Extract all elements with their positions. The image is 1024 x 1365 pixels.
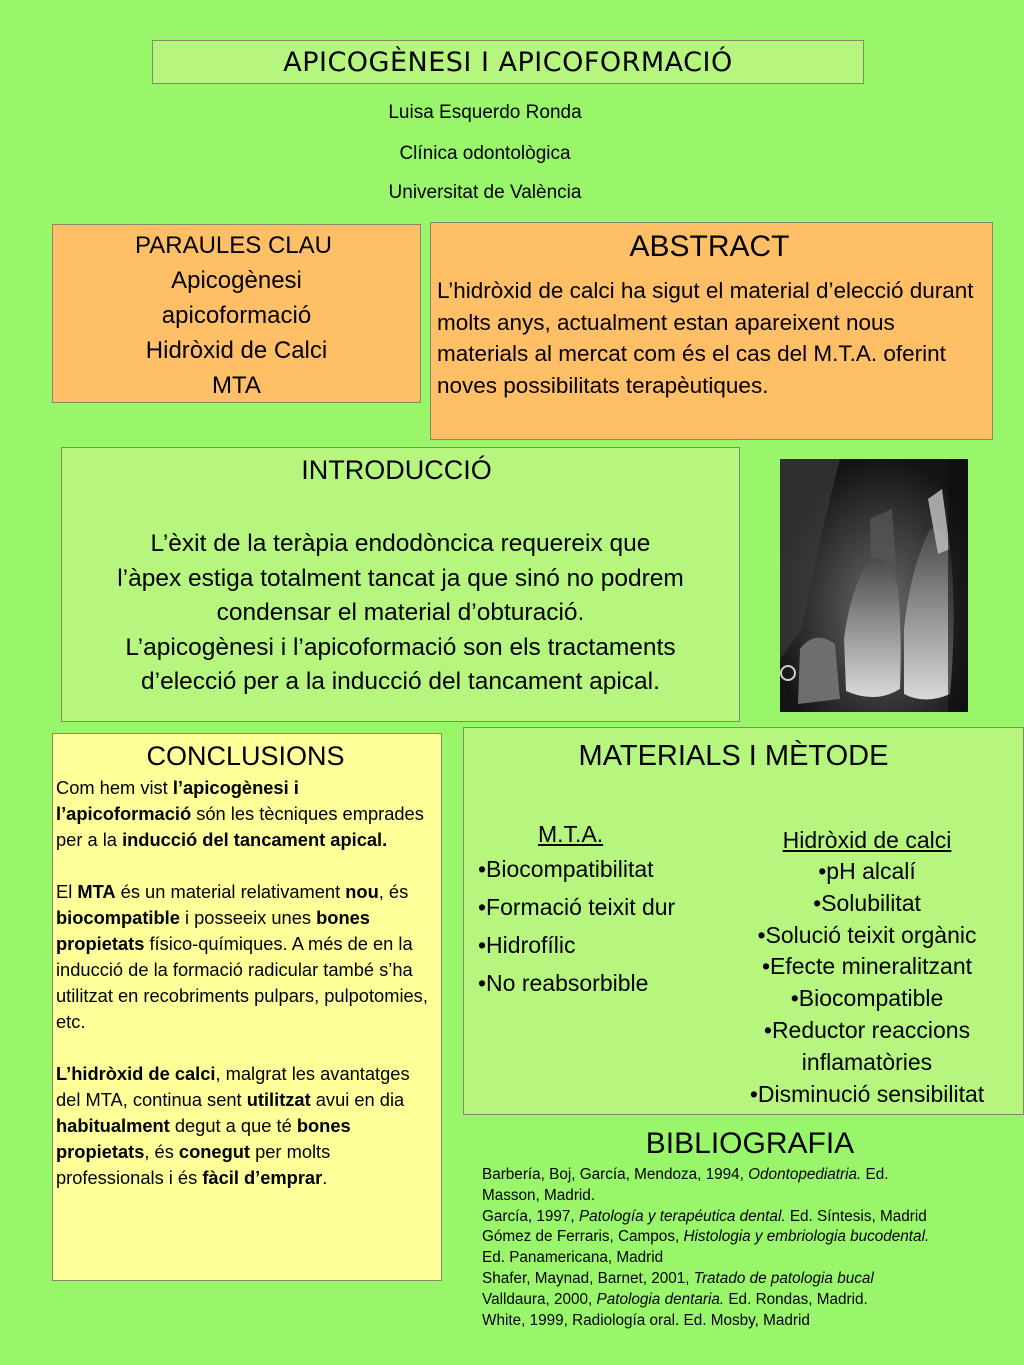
calci-item: •Reductor reaccions — [763, 1016, 971, 1043]
mta-column — [478, 818, 728, 1002]
calci-title: Hidròxid de calci — [782, 827, 952, 853]
conclusions-paragraph-1: Com hem vist l’apicogènesi i l’apicoformació són les tècniques emprades per a la inducció del tancament apical. — [56, 777, 424, 850]
abstract-text: L’hidròxid de calci ha sigut el material d’elecció durant molts anys, actualment estan apareixent nous materials al mercat com és el cas del M.T.A. oferint noves possibilitats terapèutiques. — [437, 278, 974, 398]
introduction-line: L’èxit de la teràpia endodòncica requereix que — [150, 530, 651, 557]
keyword-item: apicoformació — [161, 302, 312, 329]
conclusions-title: CONCLUSIONS — [146, 741, 345, 771]
conclusions-section — [52, 733, 442, 1281]
bibliography-entry: Shafer, Maynad, Barnet, 2001, Tratado de patologia bucal — [482, 1269, 874, 1287]
conclusions-paragraph-2: El MTA és un material relativament nou, és biocompatible i posseeix unes bones propietats físico-químiques. A més de en la inducció de la formació radicular també s’ha utilitzat en recobriments pulpars, pulpotomies, etc. — [56, 881, 428, 1032]
conclusions-paragraph-3: L’hidròxid de calci, malgrat les avantatges del MTA, continua sent utilitzat avui en dia habitualment degut a que té bones propietats, és conegut per molts professionals i és fàcil d’emprar. — [56, 1063, 410, 1188]
dental-xray-image — [780, 459, 968, 712]
abstract-title: ABSTRACT — [629, 230, 790, 263]
mta-item: •Hidrofílic — [478, 932, 576, 958]
introduction-line: condensar el material d’obturació. — [216, 599, 585, 626]
mta-title: M.T.A. — [538, 821, 604, 847]
calci-item: •Biocompatible — [790, 985, 944, 1012]
calci-item: •Solució teixit orgànic — [757, 921, 977, 948]
calci-item: •Efecte mineralitzant — [761, 953, 973, 980]
materials-methods-title: MATERIALS I MÈTODE — [578, 740, 889, 772]
introduction-section — [61, 447, 740, 722]
keyword-item: Hidròxid de Calci — [145, 337, 328, 364]
introduction-line: d’elecció per a la inducció del tancament apical. — [141, 668, 660, 695]
bibliography-entry: García, 1997, Patología y terapéutica dental. Ed. Síntesis, Madrid — [482, 1207, 927, 1225]
bibliography-entry: Barbería, Boj, García, Mendoza, 1994, Odontopediatria. Ed. — [482, 1166, 889, 1183]
introduction-line: L’apicogènesi i l’apicoformació son els tractaments — [125, 633, 676, 661]
calci-item: •pH alcalí — [818, 858, 916, 884]
calci-column — [712, 824, 1022, 1110]
keyword-item: Apicogènesi — [171, 267, 302, 294]
bibliography-title: BIBLIOGRAFIA — [645, 1127, 855, 1160]
introduction-text — [62, 527, 739, 700]
bibliography-list — [482, 1165, 1022, 1331]
author-university: Universitat de València — [388, 182, 582, 203]
bibliography-entry: Ed. Panamericana, Madrid — [482, 1249, 664, 1267]
keywords-section — [52, 224, 421, 403]
mta-item: •No reabsorbible — [478, 970, 649, 996]
calci-item: •Solubilitat — [813, 889, 921, 916]
materials-methods-section — [463, 727, 1024, 1115]
author-name: Luisa Esquerdo Ronda — [388, 102, 582, 123]
mta-item: •Biocompatibilitat — [478, 856, 654, 882]
bibliography-entry: Valldaura, 2000, Patologia dentaria. Ed. Rondas, Madrid. — [482, 1290, 868, 1308]
bibliography-entry: Masson, Madrid. — [482, 1186, 596, 1204]
bibliography-entry: Gómez de Ferraris, Campos, Histologia y embriologia bucodental. — [482, 1228, 930, 1246]
keyword-item: MTA — [212, 372, 261, 399]
poster-title: APICOGÈNESI I APICOFORMACIÓ — [152, 40, 864, 84]
abstract-section — [430, 222, 993, 440]
bibliography-entry: White, 1999, Radiología oral. Ed. Mosby, Madrid — [482, 1311, 810, 1329]
mta-item: •Formació teixit dur — [478, 894, 676, 920]
author-department: Clínica odontològica — [399, 143, 571, 164]
calci-item: inflamatòries — [801, 1048, 933, 1075]
introduction-line: l’àpex estiga totalment tancat ja que sinó no podrem — [117, 564, 684, 592]
calci-item: •Disminució sensibilitat — [749, 1080, 985, 1107]
keywords-title: PARAULES CLAU — [135, 232, 332, 259]
introduction-title: INTRODUCCIÓ — [301, 455, 492, 485]
